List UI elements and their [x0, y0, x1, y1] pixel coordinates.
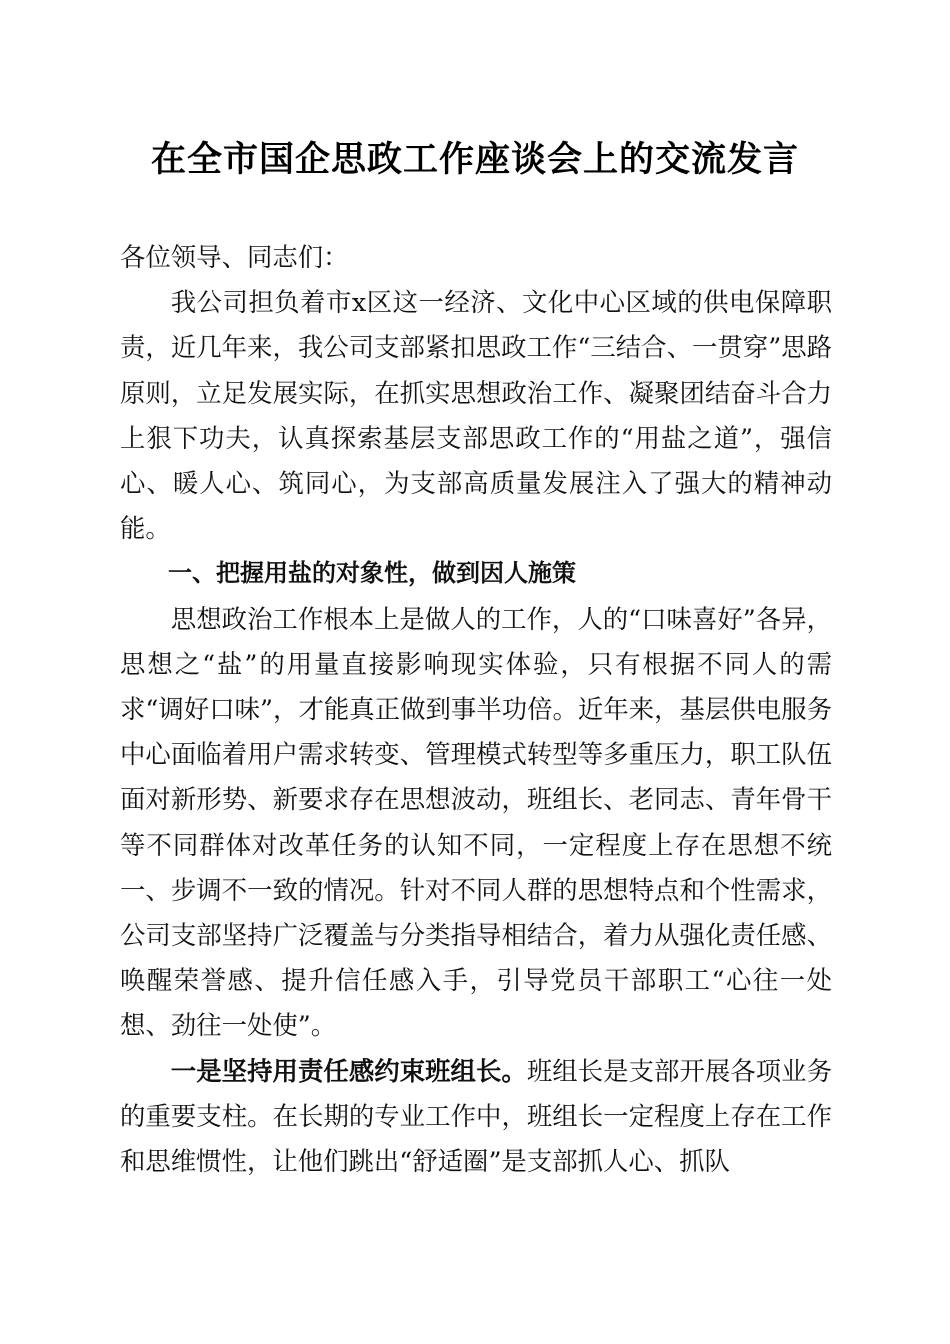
document-title: 在全市国企思政工作座谈会上的交流发言: [150, 139, 799, 180]
section-heading-1: 一、把握用盐的对象性，做到因人施策: [168, 559, 576, 588]
point-1-text: 班组长是支部开展各项业务的重要支柱。在长期的专业工作中，班组长一定程度上存在工作和思维惯性，让他们跳出“舒适圈”是支部抓人心、抓队: [120, 1055, 833, 1177]
section-1-paragraph: 思想政治工作根本上是做人的工作，人的“口味喜好”各异，思想之“盐”的用量直接影响现实体验，只有根据不同人的需求“调好口味”，才能真正做到事半功倍。近年来，基层供电服务中心面临着用户需求转变、管理模式转型等多重压力，职工队伍面对新形势、新要求存在思想波动，班组长、老同志、青年骨干等不同群体对改革任务的认知不同，一定程度上存在思想不统一、步调不一致的情况。针对不同人群的思想特点和个性需求，公司支部坚持广泛覆盖与分类指导相结合，着力从强化责任感、唤醒荣誉感、提升信任感入手，引导党员干部职工“心往一处想、劲往一处使”。: [120, 603, 832, 1041]
point-1-lead: 一是坚持用责任感约束班组长。: [170, 1055, 527, 1086]
document-body: [120, 235, 832, 1184]
salutation: 各位领导、同志们：: [120, 242, 349, 272]
intro-paragraph: 我公司担负着市x区这一经济、文化中心区域的供电保障职责，近几年来，我公司支部紧扣思政工作“三结合、一贯穿”思路原则，立足发展实际，在抓实思想政治工作、凝聚团结奋斗合力上狠下功夫，认真探索基层支部思政工作的“用盐之道”，强信心、暖人心、筑同心，为支部高质量发展注入了强大的精神动能。: [120, 287, 832, 544]
point-1-paragraph: [120, 1049, 832, 1185]
